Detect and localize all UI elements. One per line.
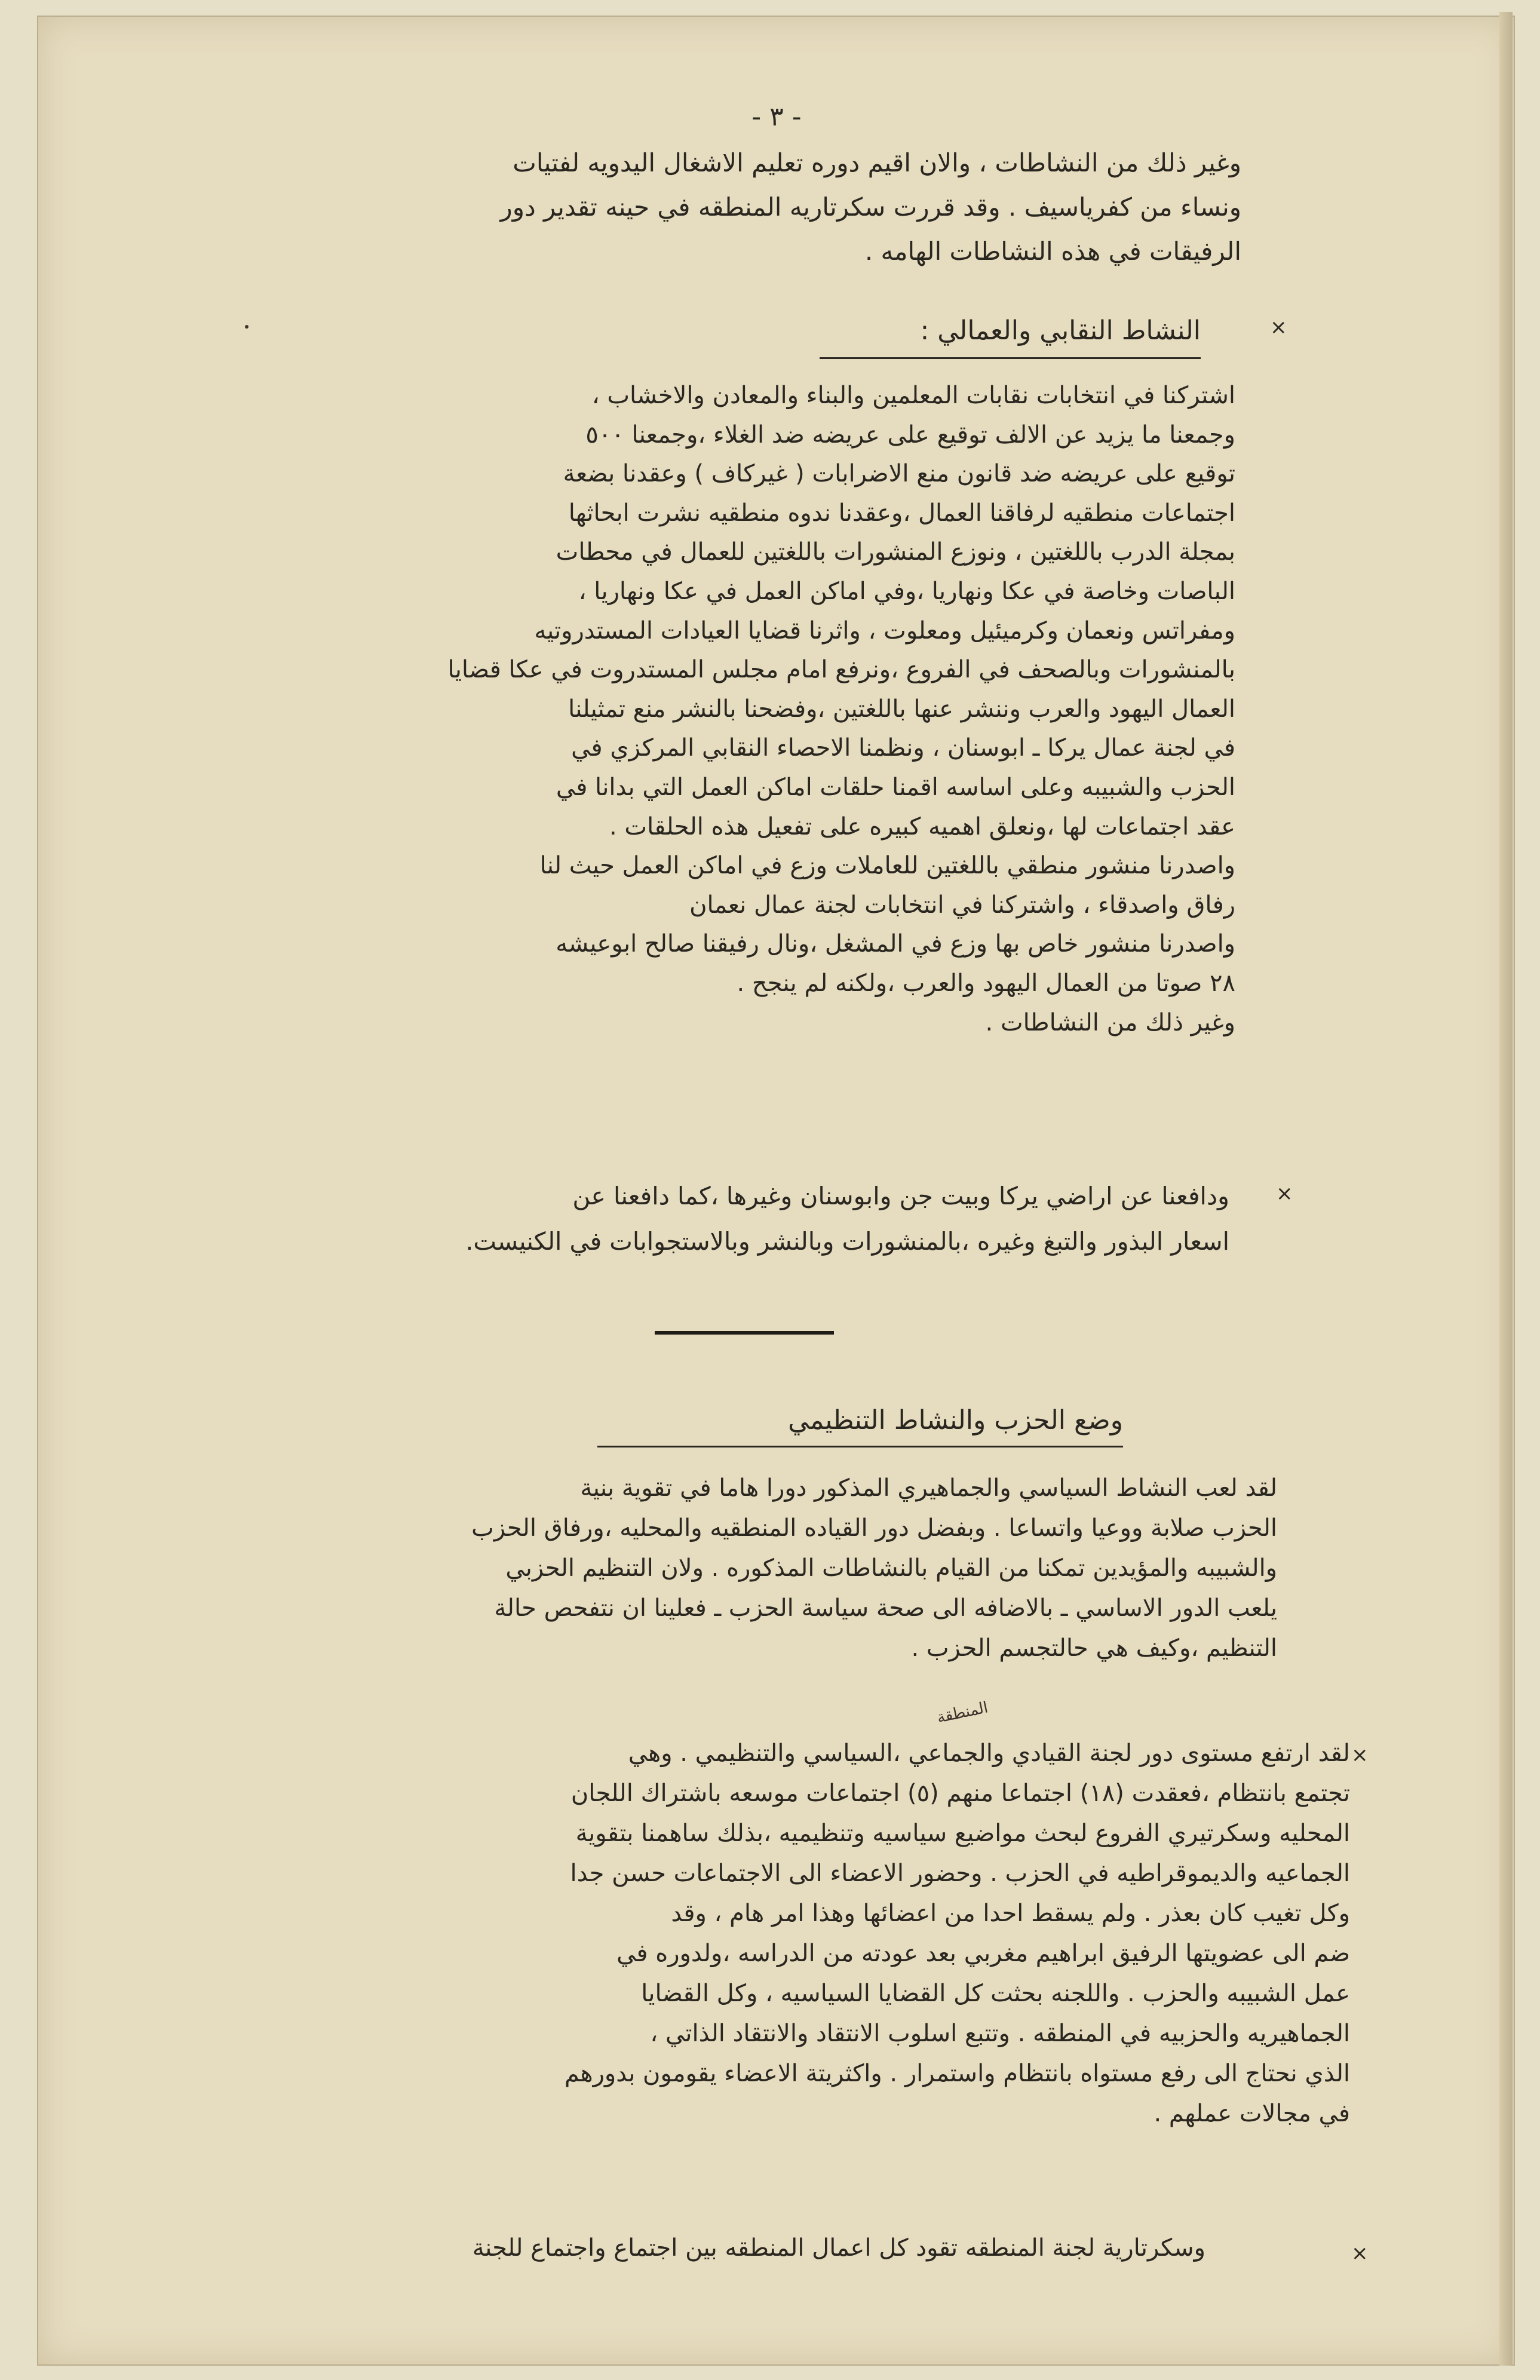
secretariat-line: وسكرتارية لجنة المنطقه تقود كل اعمال المنطقه بين اجتماع واجتماع للجنة (472, 2234, 1205, 2262)
union-line: واصدرنا منشور خاص بها وزع في المشغل ،ونال رفيقنا صالح ابوعيشه (556, 930, 1235, 958)
committee-line: وكل تغيب كان بعذر . ولم يسقط احدا من اعضائها وهذا امر هام ، وقد (671, 1900, 1350, 1927)
union-line: الحزب والشبيبه وعلى اساسه اقمنا حلقات اماكن العمل التي بدانا في (556, 773, 1235, 801)
committee-line: تجتمع بانتظام ،فعقدت (١٨) اجتماعا منهم (٥) اجتماعات موسعه باشتراك اللجان (570, 1780, 1350, 1807)
committee-paragraph (191, 1734, 1350, 2134)
lands-line: ودافعنا عن اراضي يركا وبيت جن وابوسنان وغيرها ،كما دافعنا عن (572, 1182, 1229, 1210)
committee-line: الجماهيريه والحزبيه في المنطقه . وتتبع اسلوب الانتقاد والانتقاد الذاتي ، (650, 2020, 1350, 2047)
union-line: ٢٨ صوتا من العمال اليهود والعرب ،ولكنه لم ينجح . (737, 969, 1235, 997)
party-line: الحزب صلابة ووعيا واتساعا . وبفضل دور القياده المنطقيه والمحليه ،ورفاق الحزب (471, 1514, 1277, 1542)
bullet-mark: × (1276, 1182, 1293, 1206)
committee-line: عمل الشبيبه والحزب . واللجنه بحثت كل القضايا السياسيه ، وكل القضايا (641, 1980, 1350, 2007)
paper-speck (245, 325, 249, 329)
intro-line: وغير ذلك من النشاطات ، والان اقيم دوره تعليم الاشغال اليدويه لفتيات (513, 148, 1241, 177)
union-line: بالمنشورات وبالصحف في الفروع ،ونرفع امام مجلس المستدروت في عكا قضايا (447, 656, 1235, 684)
party-line: والشبيبه والمؤيدين تمكنا من القيام بالنشاطات المذكوره . ولان التنظيم الحزبي (505, 1554, 1277, 1582)
union-line: عقد اجتماعات لها ،ونعلق اهميه كبيره على تفعيل هذه الحلقات . (609, 812, 1235, 841)
party-line: يلعب الدور الاساسي ـ بالاضافه الى صحة سياسة الحزب ـ فعلينا ان نتفحص حالة (494, 1594, 1277, 1622)
union-line: وجمعنا ما يزيد عن الالف توقيع على عريضه ضد الغلاء ،وجمعنا ٥٠٠ (585, 421, 1235, 449)
lands-paragraph (178, 1173, 1229, 1264)
section-heading-party: وضع الحزب والنشاط التنظيمي (788, 1405, 1123, 1436)
union-line: بمجلة الدرب باللغتين ، ونوزع المنشورات باللغتين للعمال في محطات (556, 538, 1235, 566)
handwritten-insertion: المنطقة (935, 1698, 990, 1727)
committee-line: المحليه وسكرتيري الفروع لبحث مواضيع سياسيه وتنظيميه ،بذلك ساهمنا بتقوية (575, 1820, 1350, 1847)
heading-underline (820, 357, 1201, 359)
committee-line: الجماعيه والديموقراطيه في الحزب . وحضور الاعضاء الى الاجتماعات حسن جدا (570, 1860, 1350, 1887)
union-line: رفاق واصدقاء ، واشتركنا في انتخابات لجنة عمال نعمان (689, 891, 1235, 919)
intro-line: ونساء من كفرياسيف . وقد قررت سكرتاريه المنطقه في حينه تقدير دور (500, 192, 1241, 222)
party-line: لقد لعب النشاط السياسي والجماهيري المذكور دورا هاما في تقوية بنية (580, 1474, 1277, 1502)
union-line: الباصات وخاصة في عكا ونهاريا ،وفي اماكن العمل في عكا ونهاريا ، (578, 577, 1235, 605)
union-line: ومفراتس ونعمان وكرميئيل ومعلوت ، واثرنا قضايا العيادات المستدروتيه (534, 617, 1235, 645)
lands-line: اسعار البذور والتبغ وغيره ،بالمنشورات وبالنشر وبالاستجوابات في الكنيست. (465, 1227, 1229, 1256)
union-line: وغير ذلك من النشاطات . (985, 1008, 1235, 1036)
party-paragraph (166, 1468, 1277, 1669)
bullet-mark: × (1351, 1743, 1369, 1767)
bullet-mark: × (1270, 315, 1287, 339)
committee-line: ضم الى عضويتها الرفيق ابراهيم مغربي بعد عودته من الدراسه ،ولدوره في (616, 1940, 1350, 1967)
committee-line: الذي نحتاج الى رفع مستواه بانتظام واستمرار . واكثريتة الاعضاء يقومون بدورهم (564, 2060, 1350, 2087)
section-heading-union: النشاط النقابي والعمالي : (920, 315, 1201, 346)
bullet-mark: × (1351, 2241, 1369, 2265)
section-divider (655, 1331, 834, 1335)
secretariat-paragraph (154, 2228, 1205, 2268)
union-paragraph (184, 376, 1235, 1042)
committee-line: في مجالات عملهم . (1154, 2100, 1350, 2127)
page-number: - ٣ - (751, 102, 802, 132)
union-line: في لجنة عمال يركا ـ ابوسنان ، ونظمنا الاحصاء النقابي المركزي في (571, 734, 1235, 762)
committee-line: لقد ارتفع مستوى دور لجنة القيادي والجماعي ،السياسي والتنظيمي . وهي (628, 1740, 1350, 1767)
union-line: توقيع على عريضه ضد قانون منع الاضرابات ( غيركاف ) وعقدنا بضعة (563, 460, 1235, 488)
sheet-edge-shadow (1499, 12, 1513, 2366)
intro-paragraph (190, 141, 1241, 274)
party-line: التنظيم ،وكيف هي حالتجسم الحزب . (911, 1634, 1277, 1662)
union-line: اجتماعات منطقيه لرفاقنا العمال ،وعقدنا ندوه منطقيه نشرت ابحاثها (568, 499, 1235, 527)
heading-underline (597, 1446, 1123, 1447)
union-line: اشتركنا في انتخابات نقابات المعلمين والبناء والمعادن والاخشاب ، (591, 382, 1235, 409)
union-line: العمال اليهود والعرب وننشر عنها باللغتين ،وفضحنا بالنشر منع تمثيلنا (568, 695, 1235, 723)
union-line: واصدرنا منشور منطقي باللغتين للعاملات وزع في اماكن العمل حيث لنا (539, 852, 1235, 880)
intro-line: الرفيقات في هذه النشاطات الهامه . (864, 237, 1241, 266)
